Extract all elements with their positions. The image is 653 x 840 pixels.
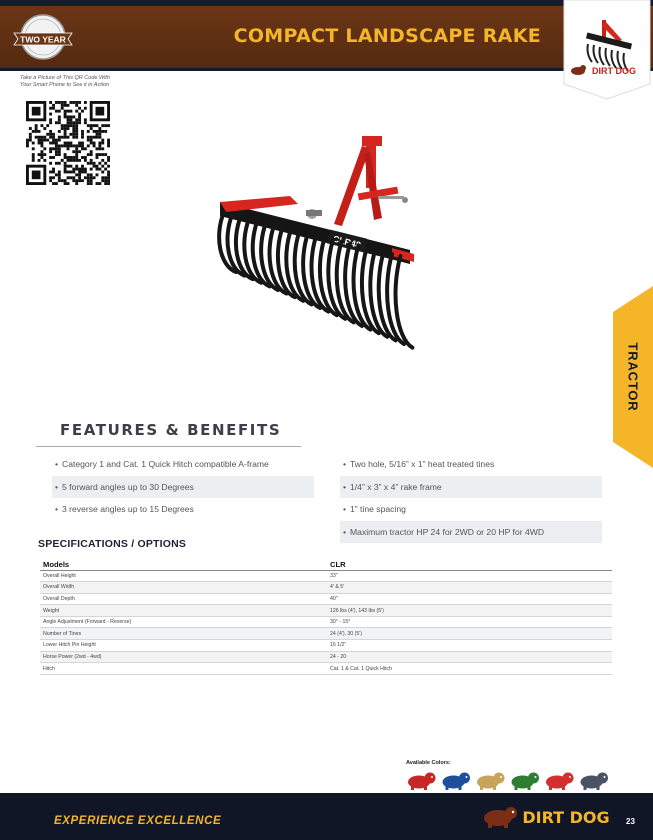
color-swatches <box>404 769 612 791</box>
spec-value: 126 lbs (4'), 143 lbs (5') <box>327 605 612 617</box>
specs-header-row <box>40 560 612 570</box>
table-row <box>40 593 612 605</box>
qr-caption-line: Take a Picture of This QR Code With <box>20 75 110 81</box>
spec-value: 33" <box>327 570 612 582</box>
feature-item: • Category 1 and Cat. 1 Quick Hitch compatible A-frame <box>52 453 314 476</box>
spec-value: 24 - 20 <box>327 651 612 663</box>
spec-value: 40" <box>327 593 612 605</box>
warranty-badge <box>12 13 74 61</box>
specs-heading-bold: SPECIFICATIONS <box>38 538 129 550</box>
color-swatch-icon <box>408 773 436 791</box>
spec-label: Weight <box>40 605 327 617</box>
bulldog-icon <box>484 807 517 828</box>
footer-brand-logo <box>478 803 616 829</box>
spec-label: Angle Adjustment (Forward - Reverse) <box>40 616 327 628</box>
spec-value: 30° - 15° <box>327 616 612 628</box>
dirt-dog-mini-logo <box>571 65 636 76</box>
table-row <box>40 628 612 640</box>
footer-brand-text: DIRT DOG <box>522 808 610 827</box>
specs-col-header: Models <box>40 560 327 570</box>
color-swatch-icon <box>546 773 574 791</box>
feature-item: • 1/4” x 3” x 4” rake frame <box>340 476 602 499</box>
available-colors-label: Available Colors: <box>406 760 451 766</box>
warranty-badge-text: TWO YEAR <box>20 34 66 45</box>
spec-value: 24 (4'), 30 (5') <box>327 628 612 640</box>
color-swatch-icon <box>477 773 505 791</box>
spec-label: Lower Hitch Pin Height <box>40 640 327 652</box>
footer-tagline: EXPERIENCE EXCELLENCE <box>54 815 222 827</box>
table-row <box>40 605 612 617</box>
spec-value: 16 1/2" <box>327 640 612 652</box>
feature-item: • 1” tine spacing <box>340 498 602 521</box>
feature-item: • 3 reverse angles up to 15 Degrees <box>52 498 314 521</box>
spec-value: Cat. 1 & Cat. 1 Quick Hitch <box>327 663 612 675</box>
color-swatch-icon <box>581 773 609 791</box>
feature-item: • Maximum tractor HP 24 for 2WD or 20 HP for 4WD <box>340 521 602 544</box>
specs-table <box>40 560 612 675</box>
spec-label: Overall Height <box>40 570 327 582</box>
spec-label: Horse Power (2wd - 4wd) <box>40 651 327 663</box>
specs-col-header: CLR <box>327 560 612 570</box>
spec-label: Number of Tines <box>40 628 327 640</box>
product-image <box>210 130 416 358</box>
color-swatch-icon <box>443 773 471 791</box>
table-row <box>40 640 612 652</box>
table-row <box>40 582 612 594</box>
spec-label: Overall Width <box>40 582 327 594</box>
color-swatch-icon <box>512 773 540 791</box>
table-row <box>40 651 612 663</box>
spec-label: Hitch <box>40 663 327 675</box>
table-row <box>40 570 612 582</box>
features-list-left <box>52 453 314 521</box>
table-row <box>40 663 612 675</box>
feature-item: • 5 forward angles up to 30 Degrees <box>52 476 314 499</box>
a-frame-icon <box>306 136 408 226</box>
rake-tine <box>396 256 413 348</box>
features-heading: FEATURES & BENEFITS <box>60 421 282 439</box>
specs-heading-rest: / OPTIONS <box>128 538 187 550</box>
table-row <box>40 616 612 628</box>
features-list-right <box>340 453 602 543</box>
specs-heading <box>38 538 186 550</box>
features-divider <box>36 446 301 447</box>
spec-label: Overall Depth <box>40 593 327 605</box>
qr-caption <box>20 75 180 90</box>
header-divider <box>0 68 653 71</box>
model-label: CLR48 <box>331 233 362 251</box>
category-tab-label: TRACTOR <box>625 342 641 412</box>
tab-brand-text: DIRT DOG <box>592 66 636 76</box>
feature-item: • Two hole, 5/16” x 1” heat treated tines <box>340 453 602 476</box>
brand-logo-tab <box>562 0 652 100</box>
qr-code[interactable] <box>26 101 110 185</box>
spec-value: 4' & 5' <box>327 582 612 594</box>
page-number: 23 <box>626 817 635 826</box>
page-title: COMPACT LANDSCAPE RAKE <box>233 25 541 47</box>
qr-caption-line: Your Smart Phone to See it in Action <box>20 82 110 89</box>
